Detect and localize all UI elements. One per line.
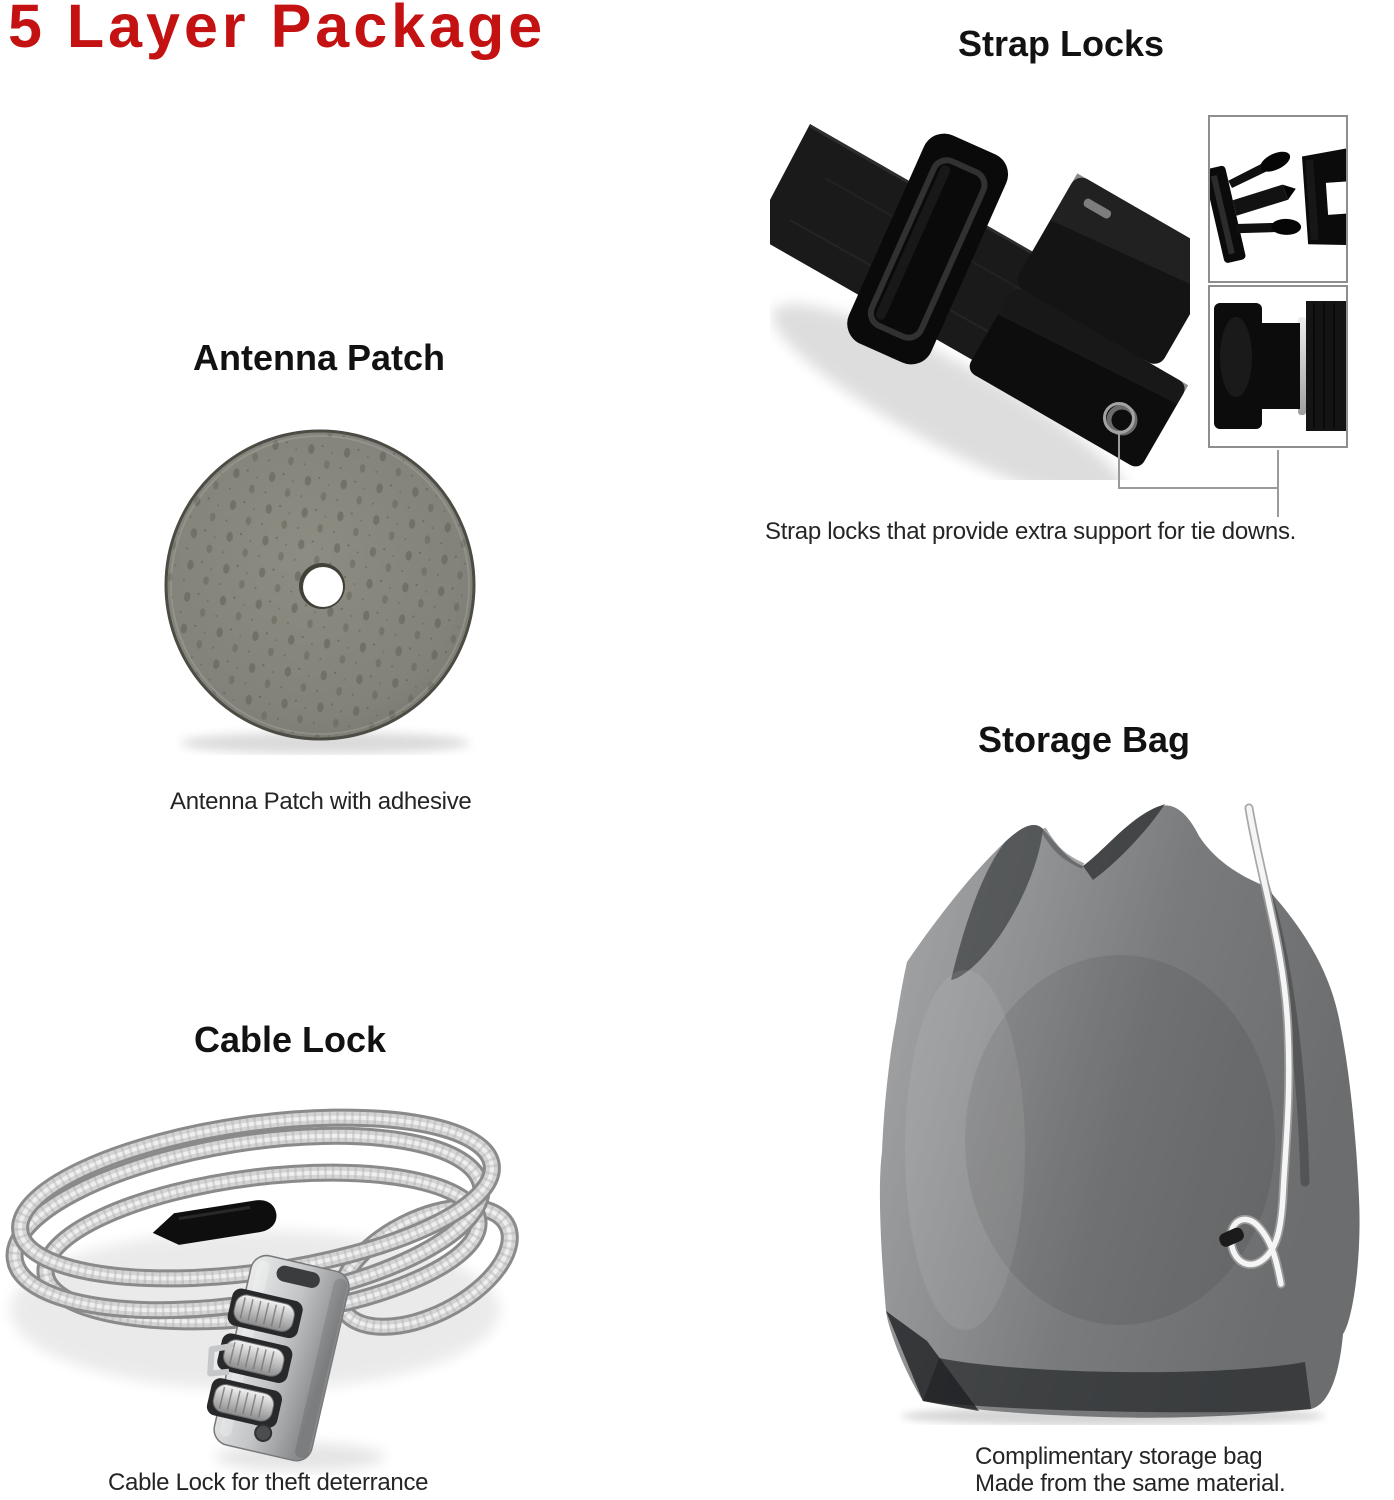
strap-inset-closed-box (1208, 285, 1348, 448)
callout-line-vertical-left (1118, 434, 1120, 488)
storage-bag-caption (975, 1444, 1355, 1498)
strap-ring-callout-circle (1103, 402, 1135, 434)
callout-line-horizontal (1118, 487, 1279, 489)
storage-bag-caption-line2: Made from the same material. (975, 1469, 1286, 1497)
antenna-patch-photo (160, 425, 480, 755)
callout-line-vertical-right (1277, 450, 1279, 517)
antenna-patch-heading: Antenna Patch (192, 337, 446, 378)
cable-lock-caption: Cable Lock for theft deterrance (108, 1469, 429, 1496)
antenna-patch-caption: Antenna Patch with adhesive (170, 788, 472, 815)
buckle-closed-icon (1210, 287, 1346, 446)
cable-lock-photo (0, 1095, 570, 1475)
storage-bag-caption-line1: Complimentary storage bag (975, 1443, 1263, 1470)
buckle-open-icon (1210, 117, 1346, 281)
strap-inset-open-box (1208, 115, 1348, 283)
storage-bag-heading: Storage Bag (977, 719, 1191, 760)
strap-locks-heading: Strap Locks (957, 23, 1165, 64)
storage-bag-photo (855, 800, 1394, 1425)
cable-lock-heading: Cable Lock (193, 1019, 387, 1060)
page-title: 5 Layer Package (8, 0, 547, 60)
strap-locks-caption: Strap locks that provide extra support for tie downs. (765, 518, 1297, 545)
